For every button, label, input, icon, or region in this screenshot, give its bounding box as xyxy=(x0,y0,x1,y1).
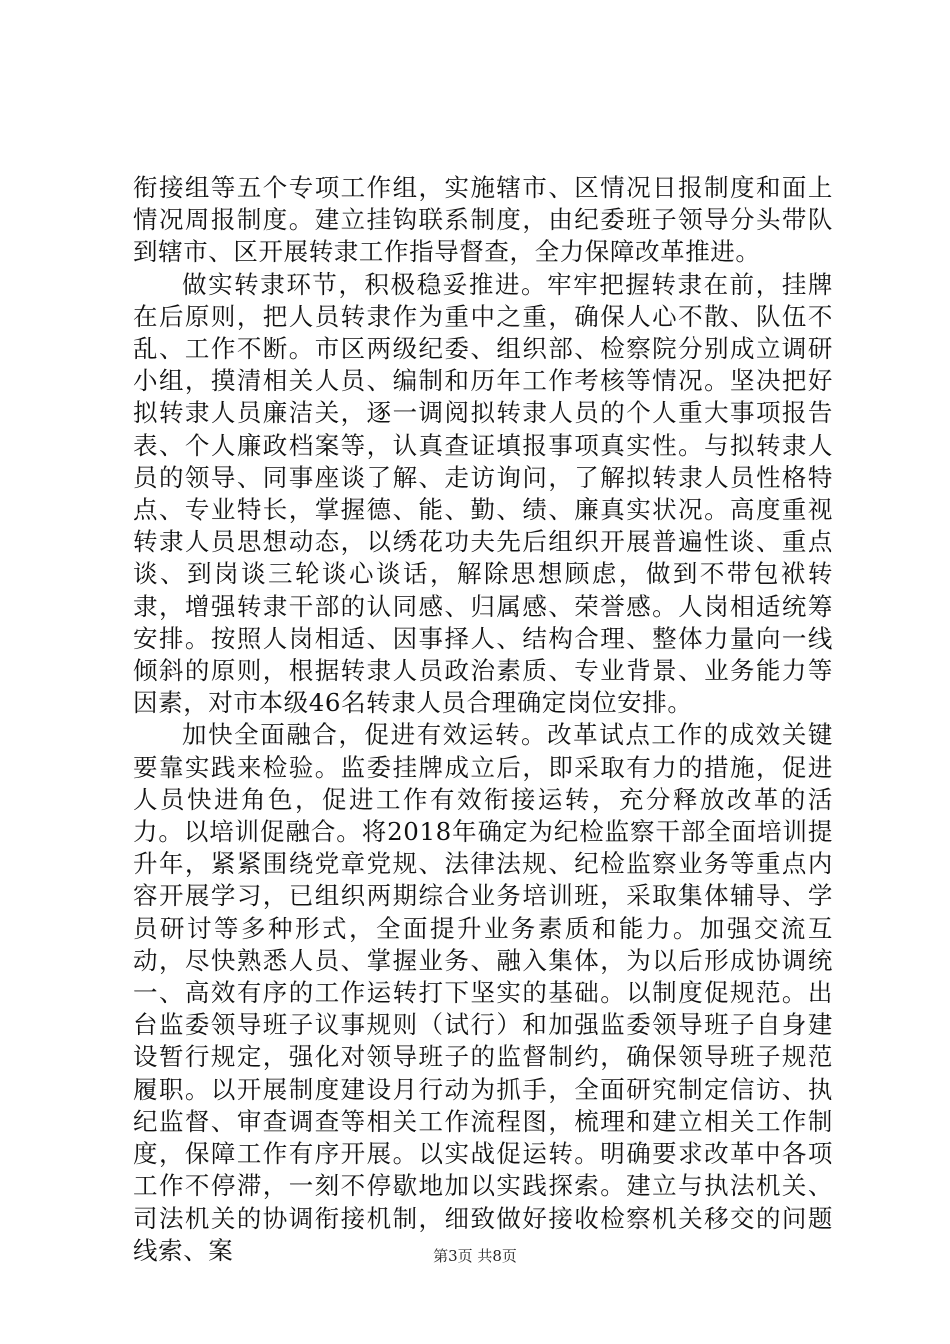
paragraph-1: 衔接组等五个专项工作组，实施辖市、区情况日报制度和面上情况周报制度。建立挂钩联系制度，由纪委班子领导分头带队到辖市、区开展转隶工作指导督查，全力保障改革推进。 xyxy=(133,173,833,267)
paragraph-2: 做实转隶环节，积极稳妥推进。牢牢把握转隶在前，挂牌在后原则，把人员转隶作为重中之重，确保人心不散、队伍不乱、工作不断。市区两级纪委、组织部、检察院分别成立调研小组，摸清相关人员、编制和历年工作考核等情况。坚决把好拟转隶人员廉洁关，逐一调阅拟转隶人员的个人重大事项报告表、个人廉政档案等，认真查证填报事项真实性。与拟转隶人员的领导、同事座谈了解、走访询问，了解拟转隶人员性格特点、专业特长，掌握德、能、勤、绩、廉真实状况。高度重视转隶人员思想动态，以绣花功夫先后组织开展普遍性谈、重点谈、到岗谈三轮谈心谈话，解除思想顾虑，做到不带包袱转隶，增强转隶干部的认同感、归属感、荣誉感。人岗相适统筹安排。按照人岗相适、因事择人、结构合理、整体力量向一线倾斜的原则，根据转隶人员政治素质、专业背景、业务能力等因素，对市本级46名转隶人员合理确定岗位安排。 xyxy=(133,269,833,718)
page-footer xyxy=(0,1246,950,1266)
document-body xyxy=(133,172,833,1267)
page-number-label: 第3页 共8页 xyxy=(433,1247,517,1265)
paragraph-3: 加快全面融合，促进有效运转。改革试点工作的成效关键要靠实践来检验。监委挂牌成立后，即采取有力的措施，促进人员快进角色，促进工作有效衔接运转，充分释放改革的活力。以培训促融合。将2018年确定为纪检监察干部全面培训提升年，紧紧围绕党章党规、法律法规、纪检监察业务等重点内容开展学习，已组织两期综合业务培训班，采取集体辅导、学员研讨等多种形式，全面提升业务素质和能力。加强交流互动，尽快熟悉人员、掌握业务、融入集体，为以后形成协调统一、高效有序的工作运转打下坚实的基础。以制度促规范。出台监委领导班子议事规则（试行）和加强监委领导班子自身建设暂行规定，强化对领导班子的监督制约，确保领导班子规范履职。以开展制度建设月行动为抓手，全面研究制定信访、执纪监督、审查调查等相关工作流程图，梳理和建立相关工作制度，保障工作有序开展。以实战促运转。明确要求改革中各项工作不停滞，一刻不停歇地加以实践探索。建立与执法机关、司法机关的协调衔接机制，细致做好接收检察机关移交的问题线索、案 xyxy=(133,720,833,1265)
